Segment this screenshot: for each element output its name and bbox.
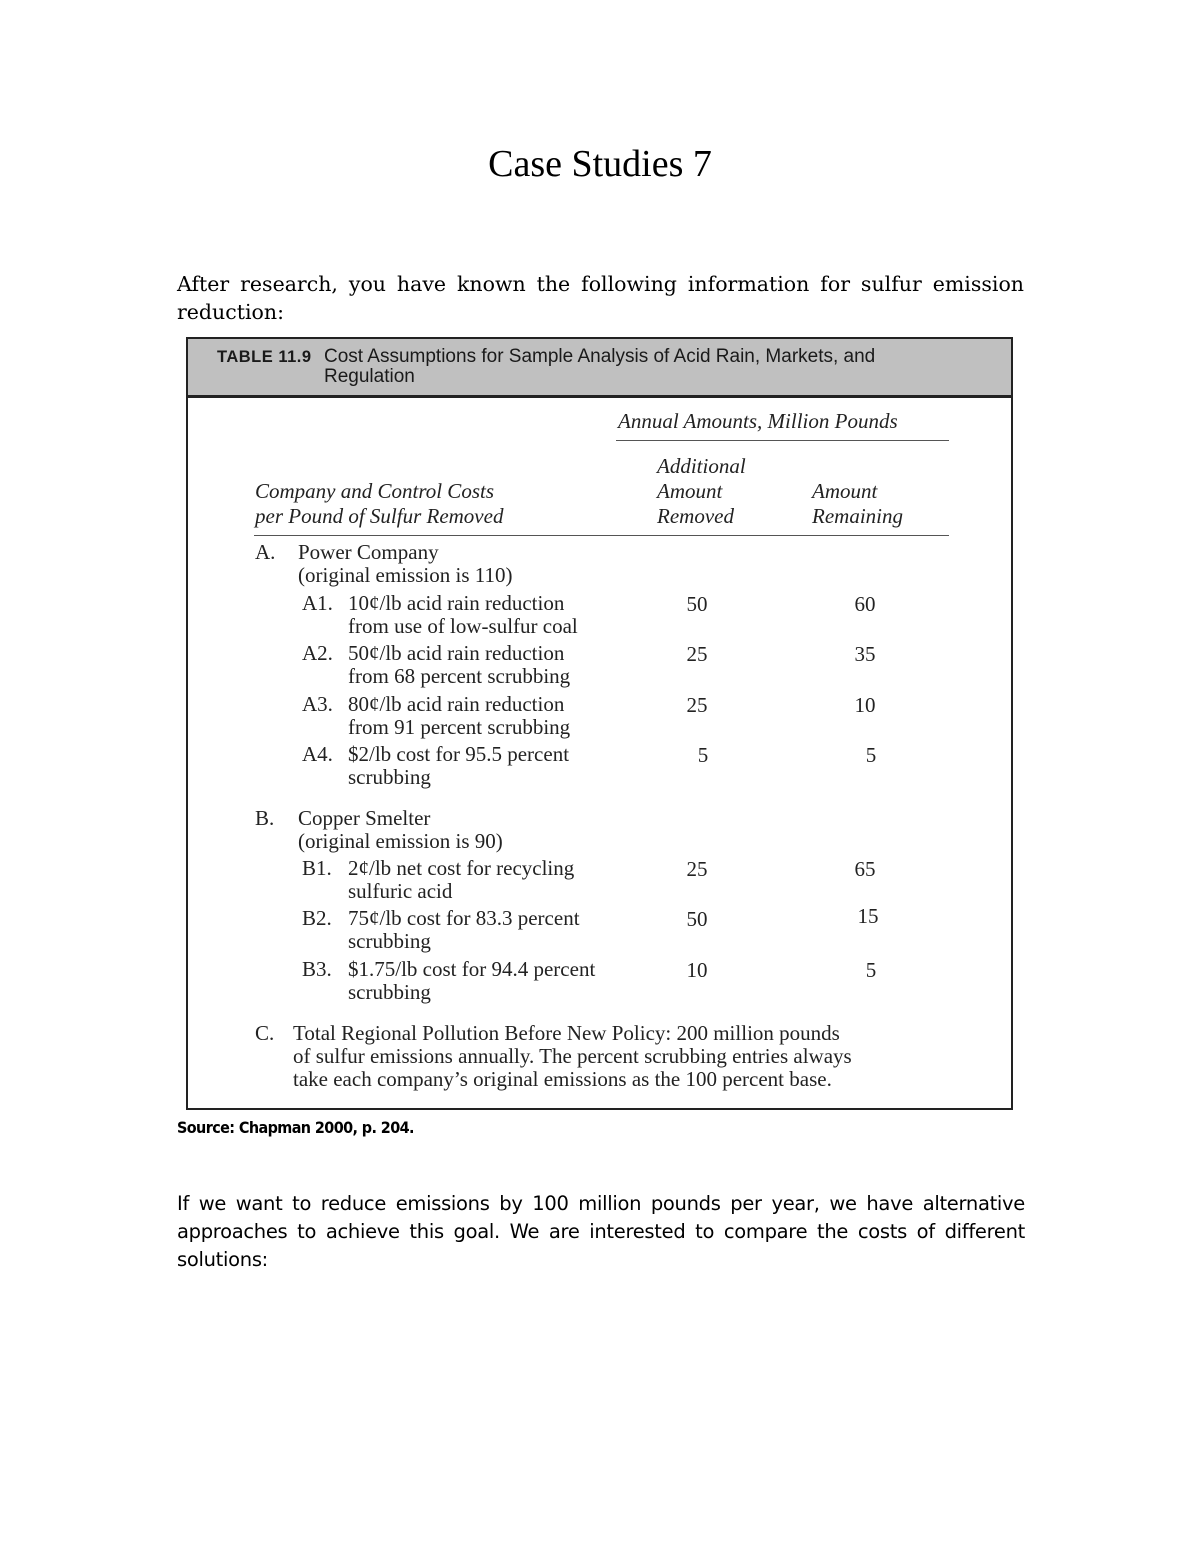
row-desc-line2: scrubbing xyxy=(348,929,431,953)
row-desc-line1: $2/lb cost for 95.5 percent xyxy=(348,742,570,766)
row-desc-line2: scrubbing xyxy=(348,980,431,1004)
col-removed-line1: Additional xyxy=(657,454,746,478)
row-code: A2. xyxy=(302,641,333,665)
col-remaining-line1: Amount xyxy=(812,479,878,503)
row-remaining: 15 xyxy=(857,904,879,928)
col-remaining-line2: Remaining xyxy=(812,504,903,528)
row-removed: 50 xyxy=(686,907,708,931)
row-desc-line1: 75¢/lb cost for 83.3 percent xyxy=(348,906,580,930)
intro-paragraph: After research, you have known the following information for sulfur emission reduction: xyxy=(177,272,1024,324)
super-header: Annual Amounts, Million Pounds xyxy=(618,409,898,433)
row-desc-line1: 80¢/lb acid rain reduction xyxy=(348,692,565,716)
section-a-letter: A. xyxy=(255,540,276,564)
col-desc-line1: Company and Control Costs xyxy=(255,479,494,503)
row-code: B2. xyxy=(302,906,332,930)
row-removed: 10 xyxy=(686,958,708,982)
row-desc-line1: 10¢/lb acid rain reduction xyxy=(348,591,565,615)
row-code: A4. xyxy=(302,742,333,766)
col-removed-line3: Removed xyxy=(657,504,734,528)
row-removed: 25 xyxy=(686,642,708,666)
row-remaining: 65 xyxy=(854,857,876,881)
section-b-name: Copper Smelter xyxy=(298,806,431,830)
row-remaining: 35 xyxy=(854,642,876,666)
col-removed-line2: Amount xyxy=(657,479,723,503)
table-label: TABLE 11.9 xyxy=(217,348,312,366)
row-desc-line1: $1.75/lb cost for 94.4 percent xyxy=(348,957,596,981)
section-b-letter: B. xyxy=(255,806,275,830)
section-c-line2: of sulfur emissions annually. The percent scrubbing entries always xyxy=(293,1044,852,1068)
row-removed: 25 xyxy=(686,857,708,881)
row-desc-line2: scrubbing xyxy=(348,765,431,789)
row-remaining: 5 xyxy=(865,958,877,982)
row-remaining: 10 xyxy=(854,693,876,717)
section-c-letter: C. xyxy=(255,1021,275,1045)
row-desc-line1: 2¢/lb net cost for recycling xyxy=(348,856,575,880)
row-removed: 5 xyxy=(697,743,709,767)
super-header-rule xyxy=(616,440,949,441)
section-b-note: (original emission is 90) xyxy=(298,829,503,853)
row-desc-line2: from use of low-sulfur coal xyxy=(348,614,578,638)
cost-table xyxy=(186,337,1013,1110)
closing-paragraph: If we want to reduce emissions by 100 million pounds per year, we have alternative approaches to achieve this goal. We are interested to compare the costs of different solutions: xyxy=(177,1192,1025,1271)
row-code: B1. xyxy=(302,856,332,880)
row-removed: 50 xyxy=(686,592,708,616)
section-a-name: Power Company xyxy=(298,540,439,564)
header-rule xyxy=(254,535,949,536)
section-a-note: (original emission is 110) xyxy=(298,563,513,587)
row-removed: 25 xyxy=(686,693,708,717)
section-c-line3: take each company’s original emissions as the 100 percent base. xyxy=(293,1067,832,1091)
page-title: Case Studies 7 xyxy=(488,143,712,185)
section-c-line1: Total Regional Pollution Before New Policy: 200 million pounds xyxy=(293,1021,840,1045)
row-remaining: 60 xyxy=(854,592,876,616)
row-code: B3. xyxy=(302,957,332,981)
row-remaining: 5 xyxy=(865,743,877,767)
col-desc-line2: per Pound of Sulfur Removed xyxy=(255,504,504,528)
row-desc-line1: 50¢/lb acid rain reduction xyxy=(348,641,565,665)
row-desc-line2: from 68 percent scrubbing xyxy=(348,664,571,688)
row-code: A3. xyxy=(302,692,333,716)
table-header xyxy=(188,339,1011,398)
row-desc-line2: sulfuric acid xyxy=(348,879,453,903)
table-caption: Cost Assumptions for Sample Analysis of Acid Rain, Markets, and Regulation xyxy=(324,346,876,387)
source-citation: Source: Chapman 2000, p. 204. xyxy=(177,1118,414,1137)
row-code: A1. xyxy=(302,591,333,615)
row-desc-line2: from 91 percent scrubbing xyxy=(348,715,571,739)
